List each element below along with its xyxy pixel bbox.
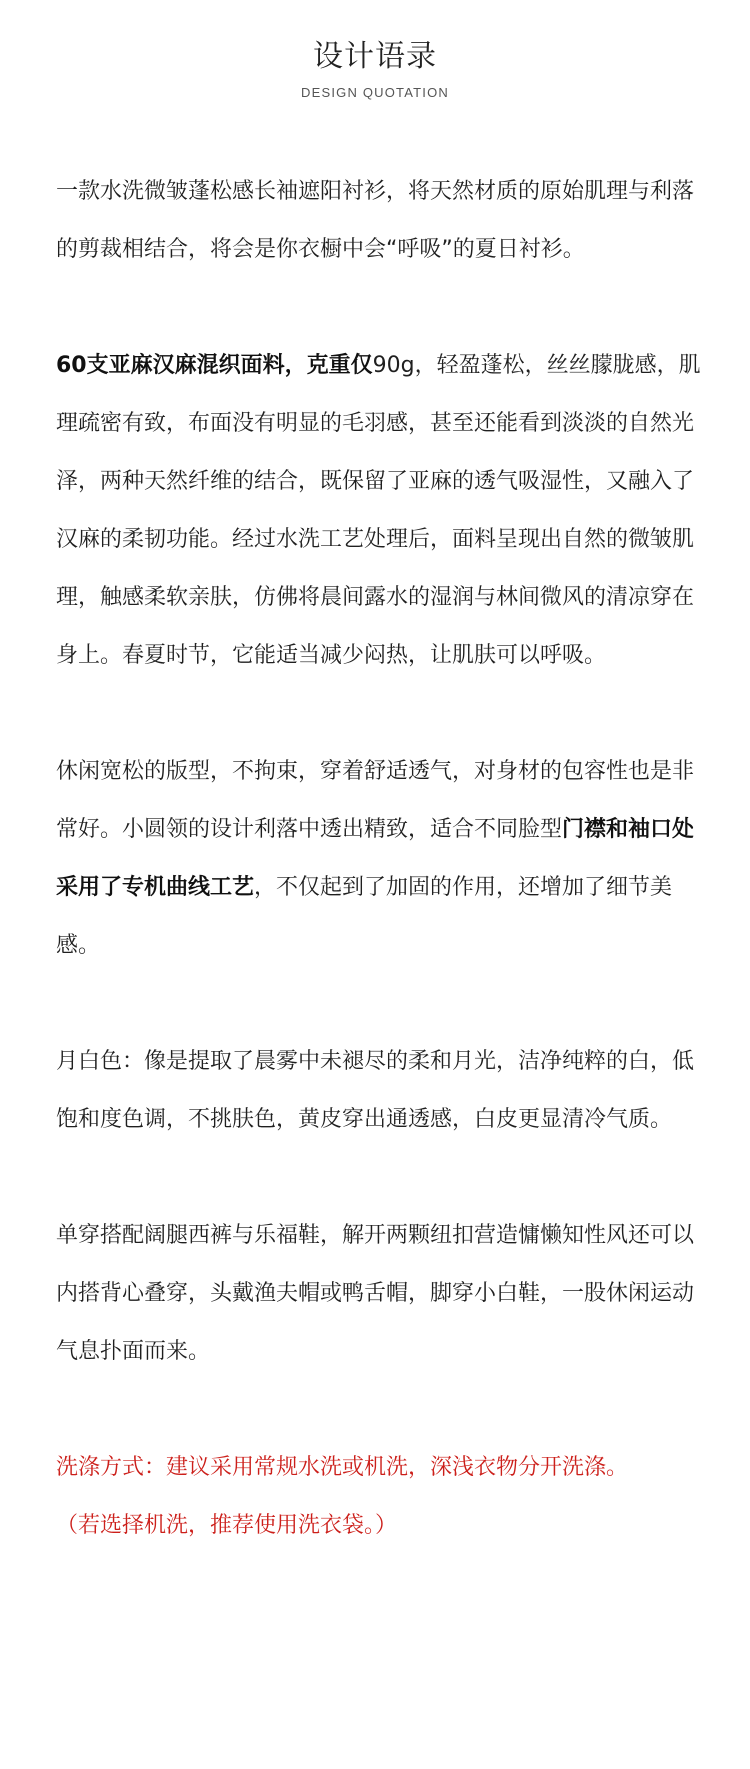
fit-highlight: 门襟和袖口处采用了专机曲线工艺	[56, 817, 695, 900]
fabric-paragraph	[56, 337, 701, 685]
color-paragraph	[56, 1033, 701, 1149]
fit-text-after: ，不仅起到了加固的作用，还增加了细节美感。	[56, 875, 673, 958]
color-text: 月白色：像是提取了晨雾中未褪尽的柔和月光，洁净纯粹的白，低饱和度色调，不挑肤色，黄皮穿出通透感，白皮更显清冷气质。	[56, 1049, 695, 1132]
care-instructions	[56, 1439, 701, 1555]
care-line-2: （若选择机洗，推荐使用洗衣袋。）	[56, 1513, 398, 1538]
page-header	[0, 37, 750, 101]
intro-paragraph	[56, 163, 701, 279]
fabric-text: ，轻盈蓬松，丝丝朦胧感，肌理疏密有致，布面没有明显的毛羽感，甚至还能看到淡淡的自然光泽，两种天然纤维的结合，既保留了亚麻的透气吸湿性，又融入了汉麻的柔韧功能。经过水洗工艺处理后，面料呈现出自然的微皱肌理，触感柔软亲肤，仿佛将晨间露水的湿润与林间微风的清凉穿在身上。春夏时节，它能适当减少闷热，让肌肤可以呼吸。	[56, 353, 701, 668]
quotation-body	[56, 163, 701, 1555]
fit-paragraph	[56, 743, 701, 975]
styling-paragraph	[56, 1207, 701, 1381]
care-line-1: 洗涤方式：建议采用常规水洗或机洗，深浅衣物分开洗涤。	[56, 1455, 629, 1480]
page-subtitle: DESIGN QUOTATION	[300, 85, 449, 100]
fabric-weight: 90g	[372, 353, 415, 378]
fabric-highlight: 60支亚麻汉麻混织面料，克重仅	[56, 353, 373, 378]
page-title: 设计语录	[313, 39, 437, 74]
styling-text: 单穿搭配阔腿西裤与乐福鞋，解开两颗纽扣营造慵懒知性风还可以内搭背心叠穿，头戴渔夫帽或鸭舌帽，脚穿小白鞋，一股休闲运动气息扑面而来。	[56, 1223, 695, 1364]
fit-text-before: 休闲宽松的版型，不拘束，穿着舒适透气，对身材的包容性也是非常好。小圆领的设计利落中透出精致，适合不同脸型	[56, 759, 695, 842]
intro-text: 一款水洗微皱蓬松感长袖遮阳衬衫，将天然材质的原始肌理与利落的剪裁相结合，将会是你衣橱中会“呼吸”的夏日衬衫。	[56, 179, 695, 262]
